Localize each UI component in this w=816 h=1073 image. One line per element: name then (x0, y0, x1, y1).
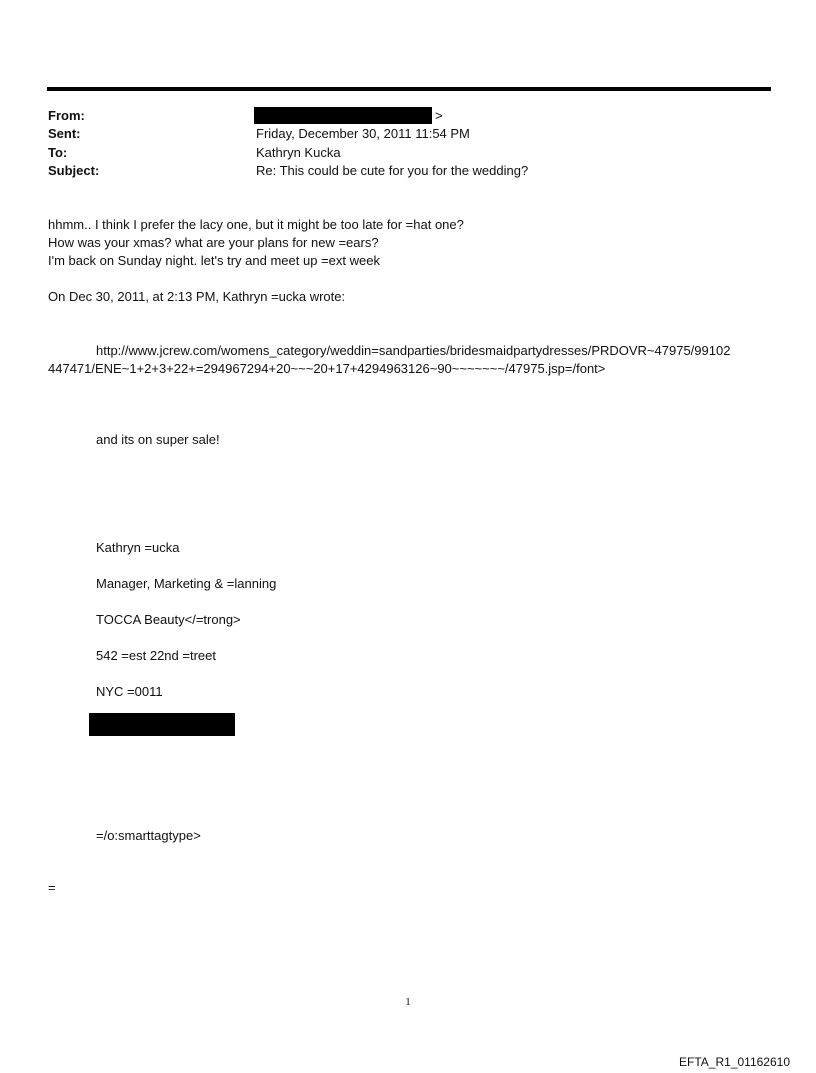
product-link-part2[interactable]: 447471/ENE~1+2+3+22+=294967294+20~~~20+17+4294963126~90~~~~~~~/47975.jsp=/font> (48, 361, 606, 376)
to-label: To: (48, 145, 68, 160)
subject-value: Re: This could be cute for you for the wedding? (256, 163, 529, 178)
body-line-1: hhmm.. I think I prefer the lacy one, but it might be too late for =hat one? (48, 217, 464, 232)
signature-redaction (89, 713, 235, 736)
sale-line: and its on super sale! (96, 432, 220, 447)
signature-city: NYC =0011 (96, 684, 163, 699)
signature-title: Manager, Marketing & =lanning (96, 576, 277, 591)
body-line-3: I'm back on Sunday night. let's try and meet up =ext week (48, 253, 380, 268)
from-redaction (254, 107, 432, 124)
sent-value: Friday, December 30, 2011 11:54 PM (256, 126, 470, 141)
page-number: 1 (405, 996, 411, 1008)
body-line-2: How was your xmas? what are your plans for new =ears? (48, 235, 379, 250)
trailing-equals: = (48, 880, 56, 895)
signature-company: TOCCA Beauty</=trong> (96, 612, 241, 627)
from-suffix: > (435, 108, 443, 123)
quote-intro: On Dec 30, 2011, at 2:13 PM, Kathryn =ucka wrote: (48, 289, 346, 304)
subject-label: Subject: (48, 163, 100, 178)
signature-name: Kathryn =ucka (96, 540, 180, 555)
to-value: Kathryn Kucka (256, 145, 341, 160)
from-label: From: (48, 108, 85, 123)
smarttag-line: =/o:smarttagtype> (96, 828, 201, 843)
sent-label: Sent: (48, 126, 81, 141)
signature-address: 542 =est 22nd =treet (96, 648, 216, 663)
document-id: EFTA_R1_01162610 (679, 1055, 790, 1069)
top-divider (47, 87, 771, 91)
product-link-part1[interactable]: http://www.jcrew.com/womens_category/weddin=sandparties/bridesmaidpartydresses/PRDOVR~47975/99102 (96, 343, 731, 358)
